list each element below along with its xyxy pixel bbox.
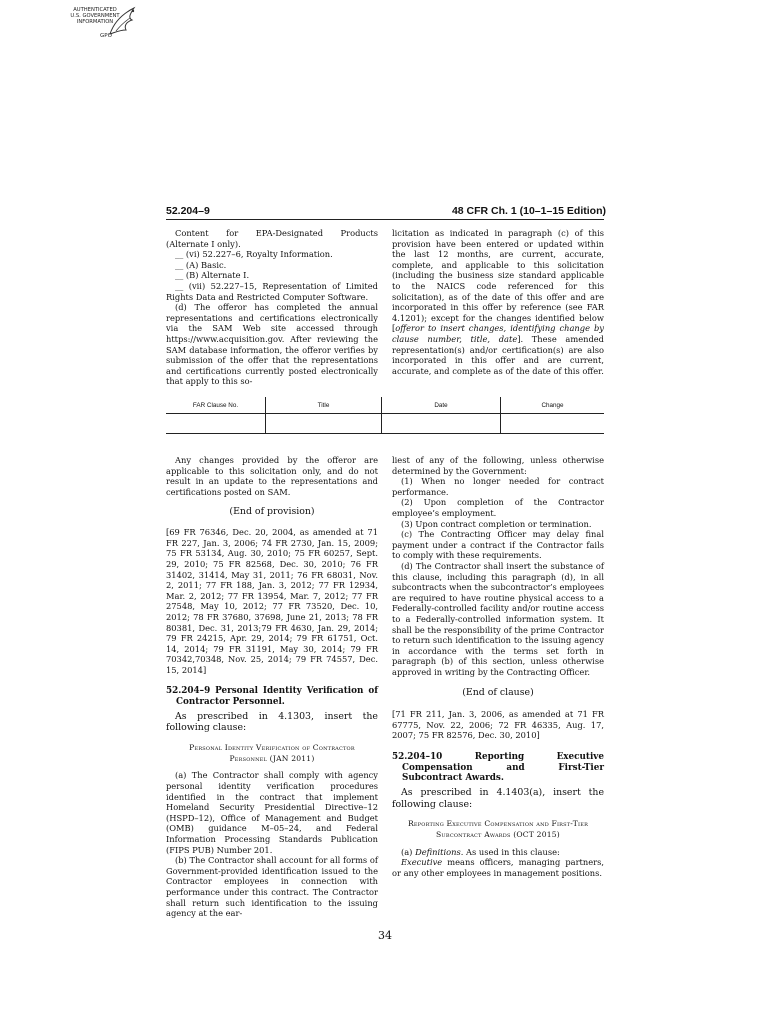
paragraph: (2) Upon completion of the Contractor employee’s employment. xyxy=(392,497,604,518)
text-run: ]. These amended representation(s) and/or certification(s) are also incorporated in this offer and are current, accurate, and complete as of the date of this offer. xyxy=(392,333,604,376)
paragraph: (d) The offeror has completed the annual representations and certifications electronically via the SAM Web site accessed through https://www.acquisition.gov. After reviewing the SAM database information, the offeror verifies by submission of the offer that the representations and certifications currently posted electronically that apply to this so- xyxy=(166,302,378,387)
running-head-section: 52.204–9 xyxy=(166,205,210,217)
paragraph: (b) The Contractor shall account for all forms of Government-provided identification issued to the Contractor employees in connection with performance under this contract. The Contractor shall return such identification to the issuing agency at the ear- xyxy=(166,855,378,919)
table-header-row xyxy=(166,397,604,414)
column-header: Date xyxy=(382,397,501,414)
table-cell xyxy=(501,414,605,434)
top-right-column xyxy=(392,228,604,376)
gpo-authentication-logo xyxy=(66,4,141,46)
paragraph: (a) The Contractor shall comply with agency personal identity verification procedures identified in the contract that implement Homeland Security Presidential Directive–12 (HSPD–12), Office of Management and Budget (OMB) guidance M–05–24, and Federal Information Processing Standards Publication (FIPS PUB) Number 201. xyxy=(166,770,378,855)
paragraph: Content for EPA-Designated Products (Alternate I only). xyxy=(166,228,378,249)
top-left-column xyxy=(166,228,378,387)
prescription: As prescribed in 4.1403(a), insert the following clause: xyxy=(392,786,604,810)
running-head-title: 48 CFR Ch. 1 (10–1–15 Edition) xyxy=(451,205,606,217)
paragraph: (1) When no longer needed for contract performance. xyxy=(392,476,604,497)
paragraph: Any changes provided by the offeror are applicable to this solicitation only, and do not result in an update to the representations and certifications posted on SAM. xyxy=(166,455,378,497)
page-number: 34 xyxy=(378,929,392,942)
paragraph: __ (B) Alternate I. xyxy=(175,270,250,281)
table-cell xyxy=(166,414,266,434)
logo-line1: AUTHENTICATED xyxy=(73,7,117,13)
citation: [69 FR 76346, Dec. 20, 2004, as amended at 71 FR 227, Jan. 3, 2006; 74 FR 2730, Jan. 15, 2009; 75 FR 53134, Aug. 30, 2010; 75 FR 60257, Sept. 29, 2010; 75 FR 82568, Dec. 30, 2010; 76 FR 31402, 31414, May 31, 2011; 76 FR 68031, Nov. 2, 2011; 77 FR 188, Jan. 3, 2012; 77 FR 12934, Mar. 2, 2012; 77 FR 13954, Mar. 7, 2012; 77 FR 27548, May 10, 2012; 77 FR 73520, Dec. 10, 2012; 78 FR 37680, 37698, June 21, 2013; 78 FR 80381, Dec. 31, 2013;79 FR 4630, Jan. 29, 2014; 79 FR 24215, Apr. 29, 2014; 79 FR 61751, Oct. 14, 2014; 79 FR 31191, May 30, 2014; 79 FR 70342,70348, Nov. 25, 2014; 79 FR 74557, Dec. 15, 2014] xyxy=(166,527,378,675)
column-header: Title xyxy=(266,397,382,414)
end-of-provision: (End of provision) xyxy=(229,506,315,518)
text-run: means officers, managing partners, or any other employees in management positions. xyxy=(392,857,604,878)
table-row xyxy=(166,414,604,434)
paragraph xyxy=(392,847,604,858)
right-column xyxy=(392,455,604,878)
table-cell xyxy=(382,414,501,434)
paragraph: (d) The Contractor shall insert the substance of this clause, including this paragraph (d), in all subcontracts when the subcontractor’s employees are required to have routine physical access to a Federally-controlled facility and/or routine access to a Federally-controlled information system. It shall be the responsibility of the prime Contractor to return such identification to the issuing agency in accordance with the terms set forth in paragraph (b) of this section, unless otherwise approved in writing by the Contracting Officer. xyxy=(392,560,604,677)
logo-gpo: GPO xyxy=(100,33,112,39)
italic-text-run: Executive xyxy=(401,857,443,868)
italic-text-run: offeror to insert changes, identifying change by clause number, title, date xyxy=(392,323,604,344)
end-of-clause: (End of clause) xyxy=(462,687,534,699)
paragraph: (c) The Contracting Officer may delay final payment under a contract if the Contractor fails to comply with these requirements. xyxy=(392,529,604,561)
prescription: As prescribed in 4.1303, insert the following clause: xyxy=(166,710,378,734)
paragraph: (3) Upon contract completion or termination. xyxy=(401,518,592,529)
citation: [71 FR 211, Jan. 3, 2006, as amended at 71 FR 67775, Nov. 22, 2006; 72 FR 46335, Aug. 17, 2007; 75 FR 82576, Dec. 30, 2010] xyxy=(392,709,604,741)
text-run: (a) xyxy=(401,846,416,857)
paragraph: __ (A) Basic. xyxy=(175,259,227,270)
paragraph: liest of any of the following, unless otherwise determined by the Government: xyxy=(392,455,604,476)
text-run: As used in this clause: xyxy=(463,846,560,857)
column-header: FAR Clause No. xyxy=(166,397,266,414)
paragraph xyxy=(392,857,604,878)
paragraph: __ (vi) 52.227–6, Royalty Information. xyxy=(175,249,333,260)
far-clause-table xyxy=(166,397,604,434)
paragraph xyxy=(392,228,604,376)
clause-title: Personal Identity Verification of Contractor Personnel (JAN 2011) xyxy=(189,743,355,763)
column-header: Change xyxy=(501,397,605,414)
text-run: licitation as indicated in paragraph (c) of this provision have been entered or updated within the last 12 months, are current, accurate, complete, and applicable to this solicitation (including the business size standard applicable to the NAICS code referenced for this solicitation), as of the date of this offer and are incorporated in this offer by reference (see FAR 4.1201); except for the changes identified below [ xyxy=(392,228,604,334)
paragraph: __ (vii) 52.227–15, Representation of Limited Rights Data and Restricted Computer Software. xyxy=(166,280,378,302)
logo-line2: U.S. GOVERNMENT xyxy=(70,13,120,19)
italic-text-run: Definitions. xyxy=(415,846,464,857)
eagle-icon xyxy=(106,4,140,44)
section-heading: 52.204–10 Reporting Executive Compensation and First-Tier Subcontract Awards. xyxy=(392,752,604,784)
clause-title: Reporting Executive Compensation and First-Tier Subcontract Awards (OCT 2015) xyxy=(407,819,589,840)
section-heading: 52.204–9 Personal Identity Verification of Contractor Personnel. xyxy=(166,686,378,708)
left-column xyxy=(166,455,378,919)
table-cell xyxy=(266,414,382,434)
logo-line3: INFORMATION xyxy=(76,19,114,25)
header-rule xyxy=(166,219,604,220)
